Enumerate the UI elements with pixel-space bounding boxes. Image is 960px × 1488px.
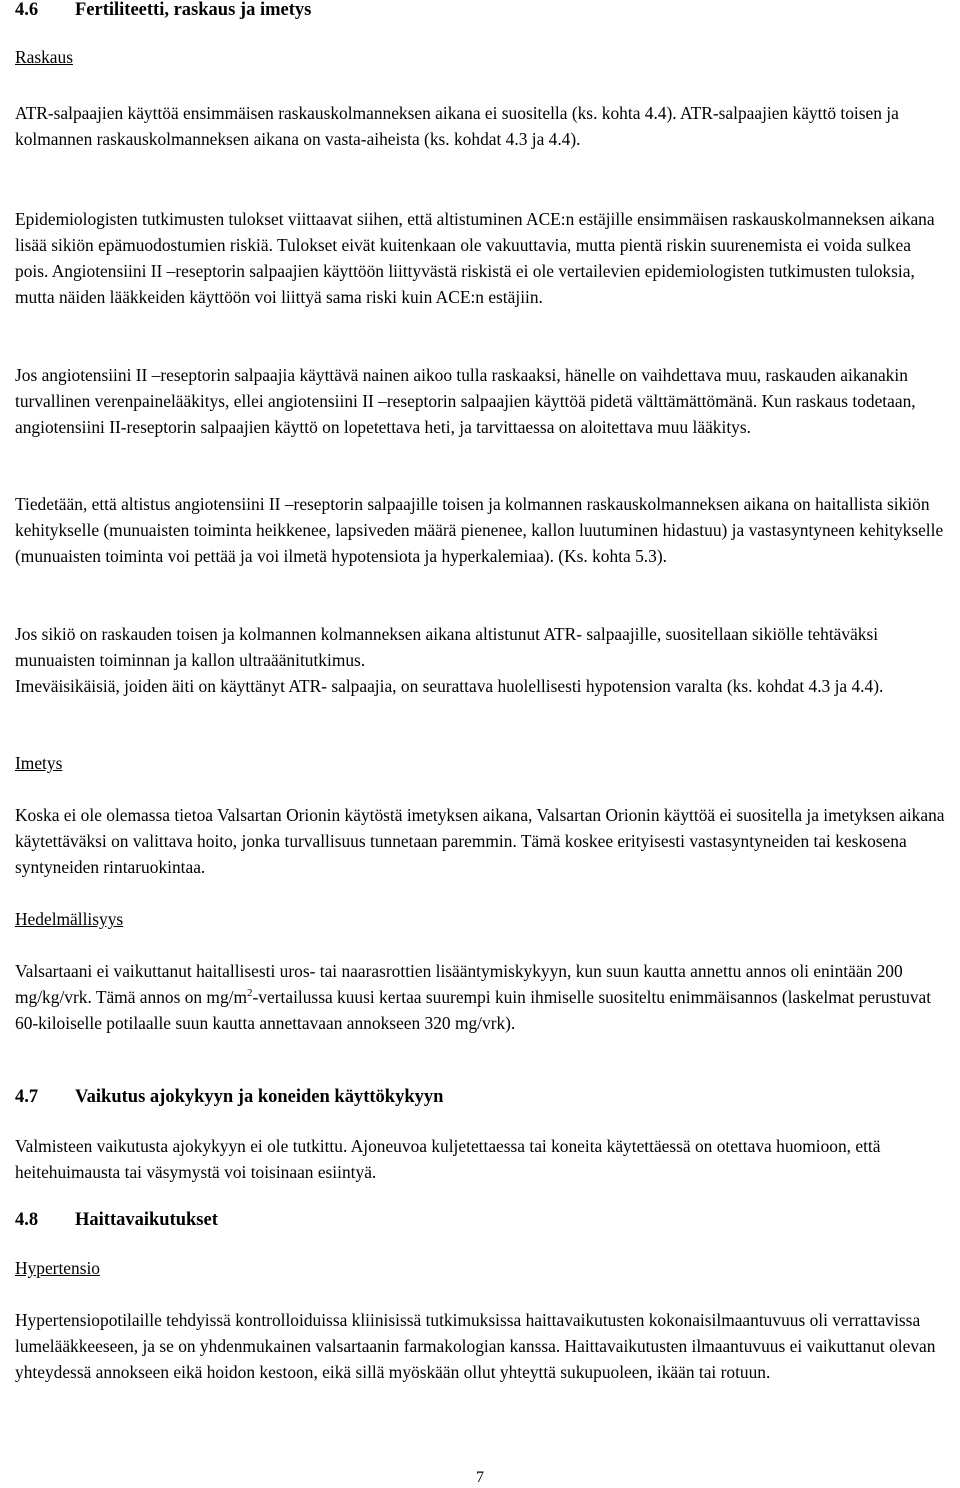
section-title: Fertiliteetti, raskaus ja imetys	[75, 0, 312, 20]
paragraph-raskaus-1: ATR-salpaajien käyttöä ensimmäisen raskauskolmanneksen aikana ei suositella (ks. kohta 4.4). ATR-salpaajien käyttö toisen ja kolmannen raskauskolmanneksen aikana on vasta-aiheista (ks. kohdat 4.3 ja 4.4).	[15, 103, 899, 149]
paragraph-hedelmallisyys-1	[15, 958, 945, 1036]
subheading-hedelmallisyys: Hedelmällisyys	[15, 909, 124, 929]
paragraph-raskaus-2: Epidemiologisten tutkimusten tulokset viittaavat siihen, että altistuminen ACE:n estäjille ensimmäisen raskauskolmanneksen aikana lisää sikiön epämuodostumien riskiä. Tulokset eivät kuitenkaan ole vakuuttavia, mutta pientä riskin suurenemista ei voida sulkea pois. Angiotensiini II –reseptorin salpaajien käyttöön liittyvästä riskistä ei ole vertailevien epidemiologisten tutkimusten tuloksia, mutta näiden lääkkeiden käyttöön voi liittyä sama riski kuin ACE:n estäjiin.	[15, 209, 935, 307]
paragraph-raskaus-5a: Jos sikiö on raskauden toisen ja kolmannen kolmanneksen aikana altistunut ATR- salpaajille, suositellaan sikiölle tehtäväksi munuaisten toiminnan ja kallon ultraäänitutkimus.	[15, 624, 879, 670]
superscript-2: 2	[247, 987, 253, 999]
section-number: 4.6	[15, 0, 39, 20]
subheading-raskaus: Raskaus	[15, 47, 73, 67]
page-number: 7	[476, 1469, 484, 1486]
paragraph-4-8: Hypertensiopotilaille tehdyissä kontrolloiduissa kliinisissä tutkimuksissa haittavaikutusten kokonaisilmaantuvuus oli verrattavissa lumelääkkeeseen, ja se on yhdenmukainen valsartaanin farmakologian kanssa. Haittavaikutusten ilmaantuvuus ei vaikuttanut olevan yhteydessä annokseen eikä hoidon kestoon, eikä sillä myöskään ollut yhteyttä sukupuoleen, ikään tai rotuun.	[15, 1310, 936, 1382]
section-title: Vaikutus ajokykyyn ja koneiden käyttökykyyn	[75, 1087, 444, 1107]
hedelmallisyys-text-b: -vertailussa kuusi kertaa suurempi kuin ihmiselle suositeltu enimmäisannos (laskelmat perustuvat 60-kiloiselle potilaalle suun kautta annettavaan annokseen 320 mg/vrk).	[15, 987, 932, 1033]
paragraph-raskaus-3: Jos angiotensiini II –reseptorin salpaajia käyttävä nainen aikoo tulla raskaaksi, hänelle on vaihdettava muu, raskauden aikanakin turvallinen verenpainelääkitys, ellei angiotensiini II –reseptorin salpaajien käyttöä pidetä välttämättömänä. Kun raskaus todetaan, angiotensiini II-reseptorin salpaajien käyttö on lopetettava heti, ja tarvittaessa on aloitettava muu lääkitys.	[15, 365, 916, 437]
subheading-hypertensio: Hypertensio	[15, 1258, 101, 1278]
section-heading-4-8	[15, 1207, 945, 1233]
section-title: Haittavaikutukset	[75, 1210, 218, 1230]
paragraph-raskaus-5b: Imeväisikäisiä, joiden äiti on käyttänyt ATR- salpaajia, on seurattava huolellisesti hypotension varalta (ks. kohdat 4.3 ja 4.4).	[15, 676, 884, 696]
paragraph-raskaus-5	[15, 621, 945, 699]
hedelmallisyys-text-a: Valsartaani ei vaikuttanut haitallisesti uros- tai naarasrottien lisääntymiskykyyn, kun suun kautta annettu annos oli enintään 200 mg/kg/vrk. Tämä annos on mg/m	[15, 961, 903, 1007]
section-number: 4.7	[15, 1087, 39, 1107]
section-number: 4.8	[15, 1210, 39, 1230]
paragraph-imetys-1: Koska ei ole olemassa tietoa Valsartan Orionin käytöstä imetyksen aikana, Valsartan Orionin käyttöä ei suositella ja imetyksen aikana käytettäväksi on valittava hoito, jonka turvallisuus tunnetaan paremmin. Tämä koskee erityisesti vastasyntyneiden tai keskosena syntyneiden rintaruokintaa.	[15, 805, 945, 877]
paragraph-raskaus-4: Tiedetään, että altistus angiotensiini II –reseptorin salpaajille toisen ja kolmannen raskauskolmanneksen aikana on haitallista sikiön kehitykselle (munuaisten toiminta heikkenee, lapsiveden määrä pienenee, kallon luutuminen hidastuu) ja vastasyntyneen kehitykselle (munuaisten toiminta voi pettää ja voi ilmetä hypotensiota ja hyperkalemiaa). (Ks. kohta 5.3).	[15, 494, 944, 566]
section-heading-4-7	[15, 1084, 945, 1110]
section-heading-4-6	[15, 0, 945, 23]
paragraph-4-7: Valmisteen vaikutusta ajokykyyn ei ole tutkittu. Ajoneuvoa kuljetettaessa tai koneita käytettäessä on otettava huomioon, että heitehuimausta tai väsymystä voi toisinaan esiintyä.	[15, 1136, 881, 1182]
subheading-imetys: Imetys	[15, 753, 63, 773]
